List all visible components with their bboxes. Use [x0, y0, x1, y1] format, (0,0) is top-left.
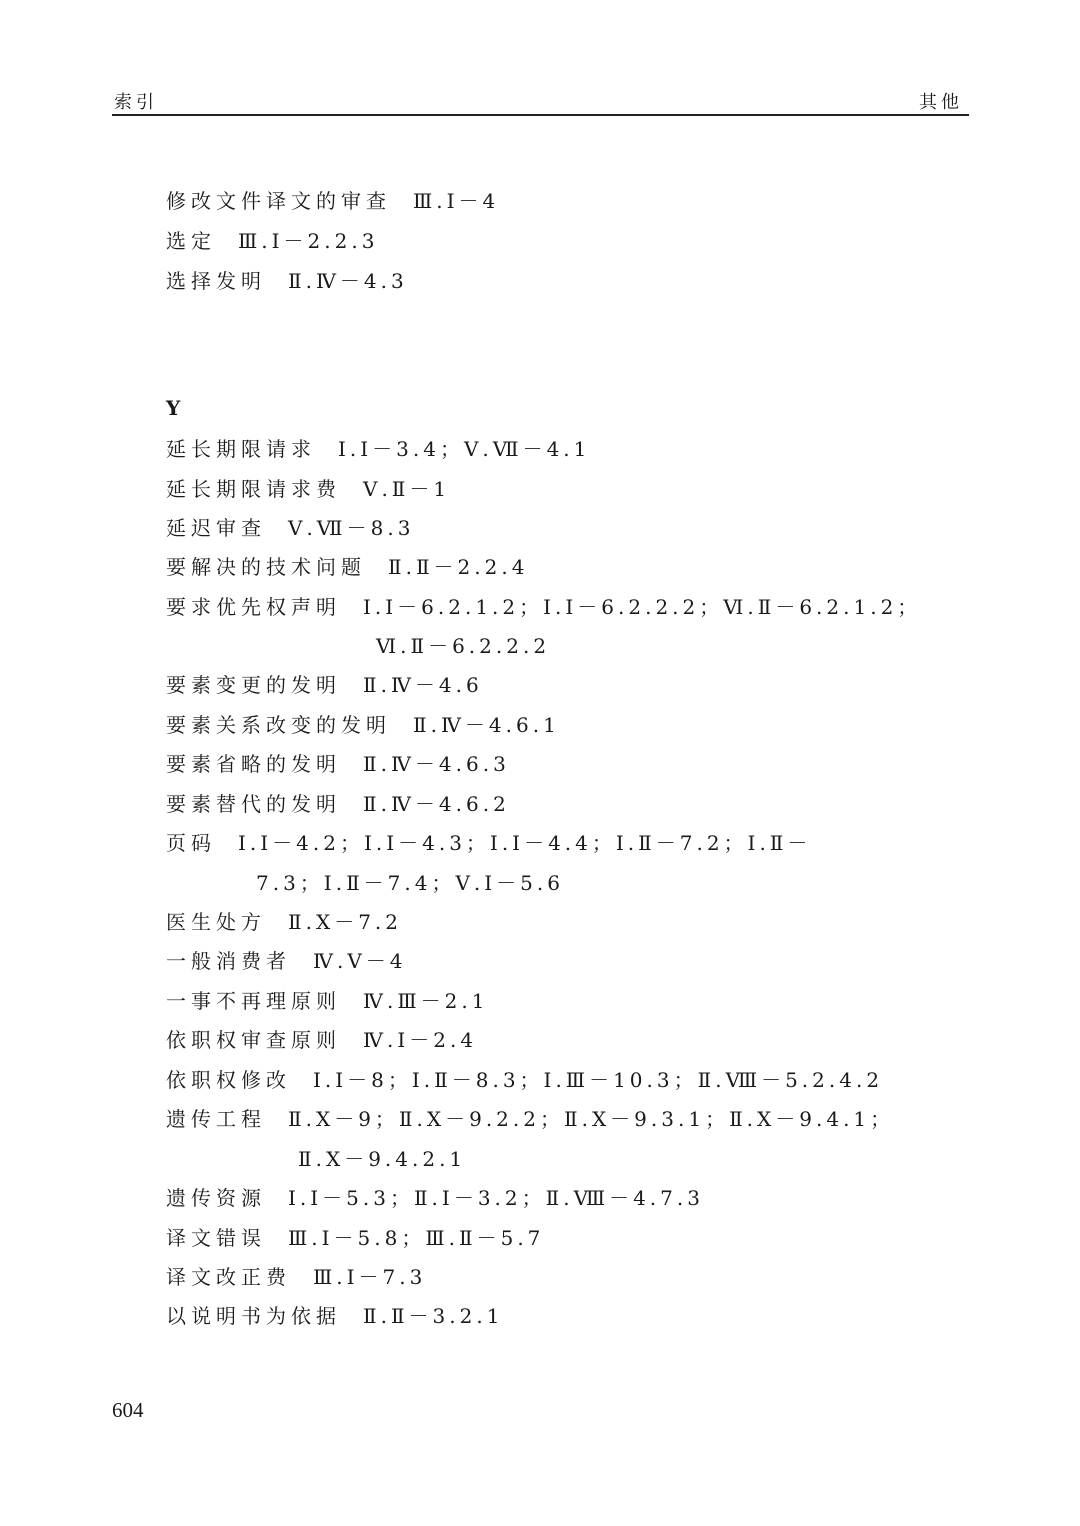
index-term: 延迟审查	[166, 516, 266, 540]
index-term: 选定	[166, 229, 216, 253]
index-entry	[166, 987, 488, 1015]
index-reference: Ⅳ.Ⅰ－2.4	[363, 1028, 478, 1052]
index-reference: Ⅰ.Ⅰ－8；Ⅰ.Ⅱ－8.3；Ⅰ.Ⅲ－10.3；Ⅱ.Ⅷ－5.2.4.2	[313, 1068, 884, 1092]
index-term: 要素变更的发明	[166, 673, 341, 697]
index-entry	[166, 671, 483, 699]
index-entry	[166, 267, 408, 295]
index-term: 医生处方	[166, 910, 266, 934]
index-term: 选择发明	[166, 269, 266, 293]
index-reference: Ⅱ.Ⅱ－2.2.4	[388, 555, 529, 579]
index-reference: Ⅲ.Ⅰ－7.3	[313, 1265, 427, 1289]
index-term: 译文改正费	[166, 1265, 291, 1289]
index-term: 修改文件译文的审查	[166, 189, 391, 213]
index-reference: Ⅰ.Ⅰ－5.3；Ⅱ.Ⅰ－3.2；Ⅱ.Ⅷ－4.7.3	[288, 1186, 704, 1210]
index-entry	[166, 1066, 883, 1094]
running-header	[112, 88, 969, 116]
index-reference: Ⅴ.Ⅶ－8.3	[288, 516, 415, 540]
index-entry	[166, 790, 510, 818]
index-term: 延长期限请求	[166, 437, 316, 461]
index-entry	[166, 1105, 894, 1133]
index-entry	[166, 1302, 503, 1330]
index-entry	[166, 750, 510, 778]
index-entry	[166, 1263, 426, 1291]
index-entry	[166, 1184, 704, 1212]
index-term: 依职权修改	[166, 1068, 291, 1092]
header-left-title: 索引	[114, 92, 158, 113]
index-term: 依职权审查原则	[166, 1028, 341, 1052]
index-reference: Ⅰ.Ⅰ－4.2；Ⅰ.Ⅰ－4.3；Ⅰ.Ⅰ－4.4；Ⅰ.Ⅱ－7.2；Ⅰ.Ⅱ－	[238, 831, 812, 855]
index-term: 一般消费者	[166, 949, 291, 973]
index-term: 要解决的技术问题	[166, 555, 366, 579]
index-entry	[166, 593, 921, 621]
index-term: 译文错误	[166, 1226, 266, 1250]
index-entry	[166, 829, 811, 857]
index-reference: Ⅱ.Ⅱ－3.2.1	[363, 1304, 504, 1328]
index-entry	[166, 711, 560, 739]
index-entry	[166, 514, 414, 542]
index-entry	[166, 227, 378, 255]
section-letter: Y	[166, 396, 181, 420]
index-entry	[166, 908, 402, 936]
index-entry	[166, 187, 499, 215]
index-term: 要素省略的发明	[166, 752, 341, 776]
index-reference: Ⅱ.Ⅳ－4.6.1	[413, 713, 560, 737]
index-term: 要素关系改变的发明	[166, 713, 391, 737]
index-reference-continuation: Ⅱ.Ⅹ－9.4.2.1	[298, 1147, 467, 1171]
index-term: 遗传资源	[166, 1186, 266, 1210]
index-reference: Ⅲ.Ⅰ－5.8；Ⅲ.Ⅱ－5.7	[288, 1226, 545, 1250]
index-reference: Ⅰ.Ⅰ－3.4；Ⅴ.Ⅶ－4.1	[338, 437, 591, 461]
index-entry	[166, 1224, 544, 1252]
index-term: 以说明书为依据	[166, 1304, 341, 1328]
index-entry	[166, 435, 590, 463]
index-reference: Ⅲ.Ⅰ－4	[413, 189, 500, 213]
index-reference: Ⅱ.Ⅳ－4.6	[363, 673, 483, 697]
index-reference: Ⅱ.Ⅹ－7.2	[288, 910, 402, 934]
index-entry	[166, 1026, 477, 1054]
index-term: 一事不再理原则	[166, 989, 341, 1013]
index-reference: Ⅱ.Ⅳ－4.3	[288, 269, 408, 293]
index-reference: Ⅳ.Ⅴ－4	[313, 949, 407, 973]
page-number: 604	[112, 1398, 144, 1422]
index-reference: Ⅴ.Ⅱ－1	[363, 477, 451, 501]
index-term: 要求优先权声明	[166, 595, 341, 619]
header-right-title: 其他	[919, 92, 963, 113]
index-reference-continuation: Ⅵ.Ⅱ－6.2.2.2	[376, 634, 551, 658]
index-term: 要素替代的发明	[166, 792, 341, 816]
index-entry	[166, 475, 450, 503]
index-reference: Ⅱ.Ⅳ－4.6.3	[363, 752, 510, 776]
index-reference: Ⅱ.Ⅳ－4.6.2	[363, 792, 510, 816]
index-entry	[166, 947, 407, 975]
index-entry	[166, 553, 528, 581]
index-term: 遗传工程	[166, 1107, 266, 1131]
index-reference: Ⅳ.Ⅲ－2.1	[363, 989, 489, 1013]
index-reference: Ⅰ.Ⅰ－6.2.1.2；Ⅰ.Ⅰ－6.2.2.2；Ⅵ.Ⅱ－6.2.1.2；	[363, 595, 922, 619]
index-reference-continuation: 7.3；Ⅰ.Ⅱ－7.4；Ⅴ.Ⅰ－5.6	[256, 871, 564, 895]
index-reference: Ⅲ.Ⅰ－2.2.3	[238, 229, 379, 253]
index-term: 延长期限请求费	[166, 477, 341, 501]
index-reference: Ⅱ.Ⅹ－9；Ⅱ.Ⅹ－9.2.2；Ⅱ.Ⅹ－9.3.1；Ⅱ.Ⅹ－9.4.1；	[288, 1107, 895, 1131]
index-term: 页码	[166, 831, 216, 855]
